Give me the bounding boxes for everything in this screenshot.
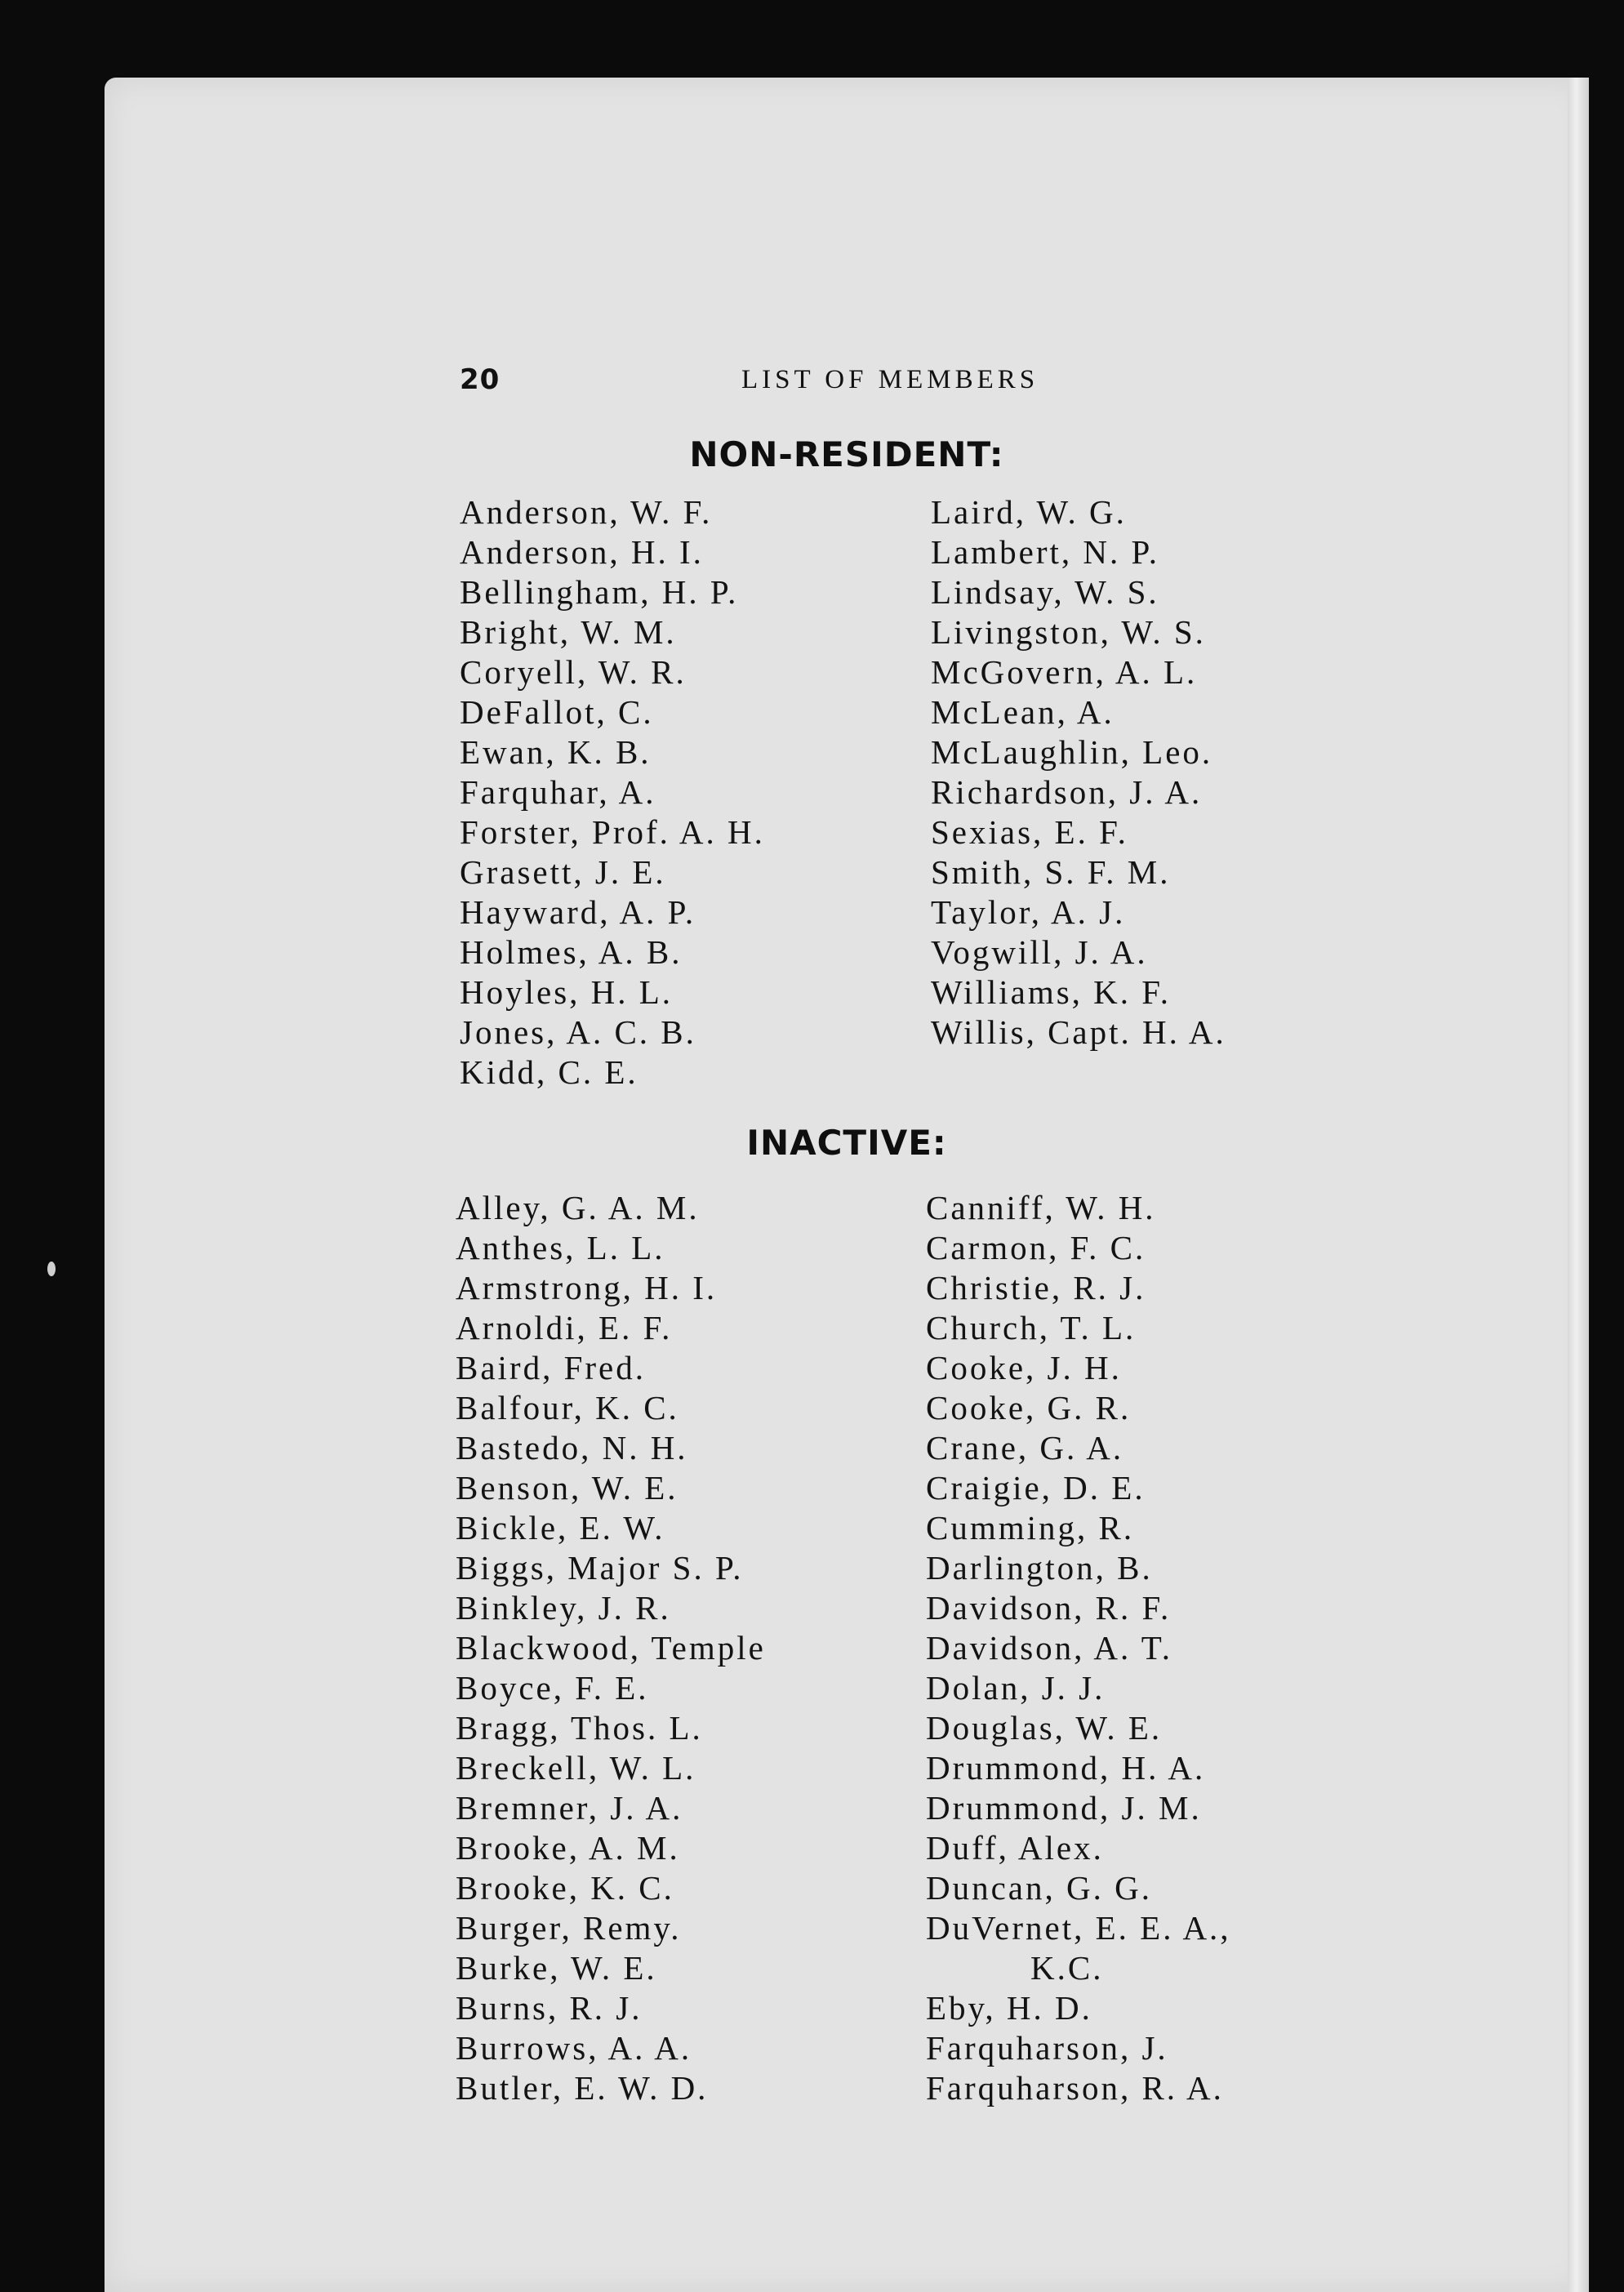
member-name: Farquharson, R. A. [926, 2069, 1224, 2107]
member-entry [456, 1788, 766, 1828]
member-entry [460, 1012, 765, 1053]
member-name: Brooke, K. C. [456, 1869, 674, 1907]
member-name: Binkley, J. R. [456, 1589, 671, 1627]
member-name: Cooke, J. H. [926, 1349, 1122, 1386]
member-entry [926, 1548, 1231, 1588]
member-name: Boyce, F. E. [456, 1669, 649, 1707]
member-entry [460, 972, 765, 1012]
member-name: Bremner, J. A. [456, 1789, 683, 1827]
paper-speck [47, 1262, 56, 1276]
member-name: Bastedo, N. H. [456, 1429, 688, 1466]
member-entry [931, 972, 1226, 1012]
member-entry [460, 932, 765, 972]
member-entry [456, 1948, 766, 1988]
member-entry [926, 1708, 1231, 1748]
inactive-right-column [926, 1110, 1231, 2108]
member-name: Jones, A. C. B. [460, 1013, 696, 1051]
member-name: Anderson, W. F. [460, 493, 713, 531]
non-resident-heading: NON-RESIDENT: [689, 434, 1004, 474]
member-entry [926, 1348, 1231, 1388]
member-entry [926, 2068, 1231, 2108]
member-entry [456, 1908, 766, 1948]
member-name: K.C. [1030, 1949, 1104, 1987]
member-entry [931, 932, 1226, 972]
member-name: Breckell, W. L. [456, 1749, 696, 1787]
inactive-heading: INACTIVE: [746, 1123, 947, 1163]
member-name: Ewan, K. B. [460, 733, 652, 771]
member-name: Richardson, J. A. [931, 773, 1203, 811]
running-title: LIST OF MEMBERS [741, 365, 1039, 394]
member-name: Butler, E. W. D. [456, 2069, 709, 2107]
member-name: DeFallot, C. [460, 693, 654, 731]
member-name: Church, T. L. [926, 1309, 1137, 1346]
member-entry [460, 772, 765, 812]
member-entry [926, 1868, 1231, 1908]
member-entry [460, 1053, 765, 1093]
member-name: Eby, H. D. [926, 1989, 1092, 2027]
member-name: Lindsay, W. S. [931, 573, 1159, 611]
member-entry [456, 1468, 766, 1508]
member-name: DuVernet, E. E. A., [926, 1909, 1231, 1947]
member-entry [926, 1788, 1231, 1828]
member-entry [931, 1012, 1226, 1053]
member-entry [460, 652, 765, 692]
member-entry [926, 1428, 1231, 1468]
member-name: Duff, Alex. [926, 1829, 1104, 1867]
member-entry [460, 692, 765, 732]
member-name: Taylor, A. J. [931, 893, 1126, 931]
member-entry [926, 1188, 1231, 1228]
member-name: Smith, S. F. M. [931, 853, 1171, 891]
member-entry [456, 1828, 766, 1868]
page-number: 20 [460, 363, 501, 396]
member-name: Burrows, A. A. [456, 2029, 692, 2067]
member-name: Laird, W. G. [931, 493, 1127, 531]
member-entry [931, 732, 1226, 772]
inactive-left-column [456, 1110, 766, 2108]
member-name: Bickle, E. W. [456, 1509, 665, 1547]
member-name: Cooke, G. R. [926, 1389, 1132, 1426]
member-name: Bellingham, H. P. [460, 573, 739, 611]
member-name: Farquhar, A. [460, 773, 656, 811]
member-name: Livingston, W. S. [931, 613, 1206, 651]
member-name: Davidson, R. F. [926, 1589, 1172, 1627]
member-entry [460, 732, 765, 772]
member-entry [460, 852, 765, 892]
page-edge [1568, 78, 1589, 2292]
member-entry [926, 1588, 1231, 1628]
member-entry [456, 2028, 766, 2068]
member-entry [456, 1868, 766, 1908]
member-entry [456, 1548, 766, 1588]
book-page [105, 78, 1589, 2292]
member-name: Burger, Remy. [456, 1909, 682, 1947]
member-entry [931, 692, 1226, 732]
member-name: Baird, Fred. [456, 1349, 646, 1386]
member-entry [456, 1588, 766, 1628]
member-name: Douglas, W. E. [926, 1709, 1163, 1747]
member-entry [931, 612, 1226, 652]
member-name: Dolan, J. J. [926, 1669, 1106, 1707]
member-entry [926, 1828, 1231, 1868]
member-entry [456, 1268, 766, 1308]
member-name: McGovern, A. L. [931, 653, 1198, 691]
non-resident-right-column [931, 419, 1226, 1053]
member-entry [931, 812, 1226, 852]
member-name: Kidd, C. E. [460, 1053, 638, 1091]
member-name: Crane, G. A. [926, 1429, 1124, 1466]
member-name: Lambert, N. P. [931, 533, 1159, 571]
member-name: Blackwood, Temple [456, 1629, 766, 1667]
member-entry [931, 772, 1226, 812]
member-entry [456, 1348, 766, 1388]
member-name: Carmon, F. C. [926, 1229, 1146, 1266]
member-name: Burns, R. J. [456, 1989, 643, 2027]
member-entry [456, 1228, 766, 1268]
member-entry [926, 1988, 1231, 2028]
member-name: Farquharson, J. [926, 2029, 1168, 2067]
member-entry [931, 652, 1226, 692]
member-name: Williams, K. F. [931, 973, 1172, 1011]
member-entry [931, 572, 1226, 612]
member-name: Burke, W. E. [456, 1949, 657, 1987]
member-entry [456, 1748, 766, 1788]
member-entry [926, 1948, 1231, 1988]
member-entry [456, 1628, 766, 1668]
member-name: Sexias, E. F. [931, 813, 1128, 851]
member-entry [456, 1708, 766, 1748]
member-name: Biggs, Major S. P. [456, 1549, 744, 1587]
non-resident-left-column [460, 419, 765, 1093]
member-entry [926, 1908, 1231, 1948]
member-name: Armstrong, H. I. [456, 1269, 718, 1306]
member-entry [931, 532, 1226, 572]
member-name: Anderson, H. I. [460, 533, 704, 571]
member-entry [456, 1188, 766, 1228]
member-entry [926, 1228, 1231, 1268]
member-name: Grasett, J. E. [460, 853, 666, 891]
member-name: Duncan, G. G. [926, 1869, 1152, 1907]
member-entry [456, 1988, 766, 2028]
member-name: Balfour, K. C. [456, 1389, 679, 1426]
member-name: Bragg, Thos. L. [456, 1709, 703, 1747]
member-name: Hoyles, H. L. [460, 973, 674, 1011]
member-name: McLean, A. [931, 693, 1115, 731]
member-entry [926, 1268, 1231, 1308]
member-entry [926, 1388, 1231, 1428]
member-name: Willis, Capt. H. A. [931, 1013, 1226, 1051]
member-name: Coryell, W. R. [460, 653, 687, 691]
member-name: Holmes, A. B. [460, 933, 683, 971]
member-name: Benson, W. E. [456, 1469, 679, 1506]
member-entry [926, 1748, 1231, 1788]
member-name: Brooke, A. M. [456, 1829, 680, 1867]
member-name: Drummond, J. M. [926, 1789, 1202, 1827]
member-name: Davidson, A. T. [926, 1629, 1173, 1667]
member-entry [926, 1468, 1231, 1508]
member-entry [456, 1428, 766, 1468]
member-entry [926, 2028, 1231, 2068]
member-entry [456, 1668, 766, 1708]
member-name: Canniff, W. H. [926, 1189, 1156, 1226]
member-entry [926, 1308, 1231, 1348]
member-entry [460, 612, 765, 652]
member-entry [926, 1508, 1231, 1548]
member-entry [931, 852, 1226, 892]
member-name: Forster, Prof. A. H. [460, 813, 765, 851]
member-name: Cumming, R. [926, 1509, 1135, 1547]
member-entry [460, 892, 765, 932]
member-name: Darlington, B. [926, 1549, 1153, 1587]
member-entry [926, 1668, 1231, 1708]
member-entry [456, 2068, 766, 2108]
member-entry [460, 492, 765, 532]
member-entry [926, 1628, 1231, 1668]
member-name: McLaughlin, Leo. [931, 733, 1213, 771]
member-entry [460, 812, 765, 852]
member-name: Drummond, H. A. [926, 1749, 1206, 1787]
member-name: Arnoldi, E. F. [456, 1309, 673, 1346]
member-name: Anthes, L. L. [456, 1229, 665, 1266]
member-name: Alley, G. A. M. [456, 1189, 700, 1226]
member-entry [931, 892, 1226, 932]
member-entry [460, 572, 765, 612]
member-entry [460, 532, 765, 572]
member-name: Christie, R. J. [926, 1269, 1146, 1306]
member-name: Craigie, D. E. [926, 1469, 1146, 1506]
page-header [105, 363, 1589, 399]
member-name: Bright, W. M. [460, 613, 677, 651]
member-name: Hayward, A. P. [460, 893, 696, 931]
member-name: Vogwill, J. A. [931, 933, 1148, 971]
member-entry [931, 492, 1226, 532]
member-entry [456, 1508, 766, 1548]
member-entry [456, 1308, 766, 1348]
member-entry [456, 1388, 766, 1428]
